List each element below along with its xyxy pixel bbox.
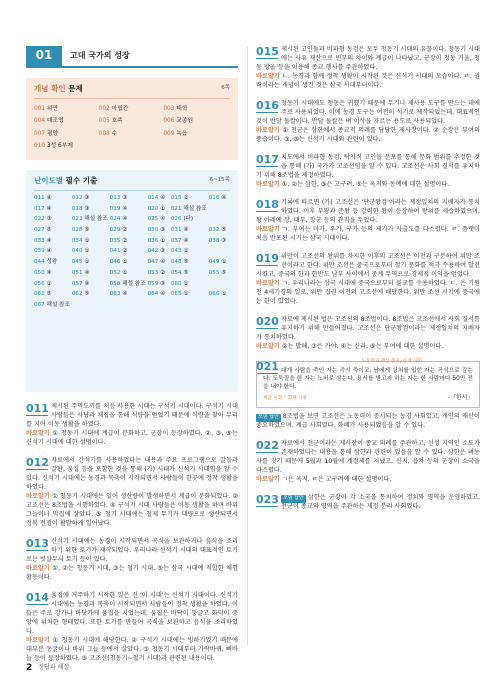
explanation-text: 신석기 시대에는 농경이 시작되면서 곡식을 보관하거나 음식을 조리하기 위한 토기가 제작되었다. 우리나라 신석기 시대의 대표적인 토기로는 빗살무늬 토기 등이 있다.	[26, 537, 238, 563]
answer-cell: 033 ④	[34, 237, 52, 244]
answer-cell	[209, 280, 230, 288]
concept-check-box	[26, 78, 238, 160]
answer-cell: 029 ②	[109, 226, 128, 233]
answer-cell: 065 ①	[170, 291, 189, 298]
answer-grid	[34, 194, 230, 309]
answer-cell: 019 ④	[109, 205, 128, 212]
answer-cell: 067 해설 참조	[34, 301, 70, 308]
answer-cell: 047 ④	[147, 259, 166, 266]
question-number: 020	[256, 314, 279, 328]
answer-badge: 모범 답안	[283, 495, 304, 502]
answer-cell: 036 ①	[147, 237, 166, 244]
question-number: 012	[26, 455, 49, 469]
answer-cell	[209, 215, 230, 223]
question-number: 014	[26, 590, 49, 604]
answer-cell	[209, 301, 230, 309]
answer-cell: 059 ③	[147, 280, 166, 287]
right-column	[256, 46, 480, 512]
question-011	[26, 403, 238, 448]
correction-text: 바로알기 ㄱ. 부여는 마가, 우가, 구가 등의 제가가 사출도를 다스렸다. ㄹ. 플랫이 처음 반포된 시기는 삼국 시대이다.	[256, 225, 480, 242]
page-footer	[26, 662, 69, 675]
answer-cell: 041 ②	[109, 248, 128, 255]
answer-cell: 022 ③	[34, 216, 52, 223]
question-022	[256, 440, 480, 485]
answer-cell: 015 ②	[170, 194, 189, 201]
answer-cell: 048 ⑤	[170, 259, 189, 266]
answer-cell: 035 ②	[109, 237, 128, 244]
question-number: 015	[256, 45, 279, 58]
answer-cell	[171, 301, 207, 309]
correction-text: 바로알기 ① 청동기 시대에 계급이 분화하고, 군장이 등장하였다. ②, ③, ⑤는 신석기 시대에 대한 설명이다.	[26, 429, 238, 446]
answer-cell: 063 ④	[109, 291, 128, 298]
question-014	[26, 592, 238, 664]
answer-cell: 018 ③	[71, 205, 90, 212]
question-012	[26, 457, 238, 529]
answer-cell: 055 ⑤	[208, 269, 227, 276]
answer-cell: 044 성왕	[34, 259, 58, 266]
explanation-text: 제시된 고인돌과 비파형 동검은 모두 청동기 시대의 유물이다. 청동기 시대에는 사유 재산으로 빈부의 차이와 계급이 나타났고, 군장이 청동 거울, 청동 방울 등을 이용해 종교 행사를 주관하였다.	[256, 46, 480, 71]
question-020	[256, 316, 480, 352]
answer-cell: 060 ①	[170, 280, 189, 287]
answer-cell: 030 ③	[147, 226, 166, 233]
question-023	[256, 494, 480, 512]
answer-cell: 012 ③	[71, 194, 90, 201]
answer-cell: 034 ①	[71, 237, 90, 244]
quote-source: -「한서」	[448, 394, 473, 401]
question-number: 016	[256, 98, 279, 112]
correction-text: 바로알기 ②는 발해, ③은 가야, ④는 신라, ⑤는 부여에 대한 설명이다.	[256, 342, 444, 350]
answer-cell: 026 (다)	[170, 216, 194, 223]
correction-text: 바로알기 ① 청동기 시대에는 일어 생산량이 발생하면서 계급이 분화되었다. ② 고조선은 8조법을 시행하였다. ④ 구석기 시대 사람들은 이동 생활을 하며 바위 그늘이나 막집에 살았다. ⑤ 철기 시대에는 철제 무기가 대량으로 생산되면서 정복 전쟁이 활발하게 일어났다.	[26, 492, 238, 527]
answer-cell: 027 ⑤	[34, 226, 52, 233]
answer-cell: 020 ①	[147, 205, 166, 212]
answer-cell: 046 ①	[109, 259, 128, 266]
question-015	[256, 46, 480, 91]
correction-text: 바로알기 ① 천군은 삼한에서 종교적 의례를 담당한 제사장이다. ② 순장은 부여의 풍습이다. ③, ⑤는 신석기 시대와 관련이 있다.	[256, 126, 480, 143]
answer-cell: 039 ④	[34, 248, 52, 255]
question-018	[256, 199, 480, 244]
explanation-text: 움집에 거주하기 시작한 일은 진 '이 시대'는 신석기 시대이다. 신석기 시대에는 농경과 목축이 시작되면서 사람들이 정착 생활을 하였다. 이들은 주로 강가나 바닷가에 움집을 지었는데, 움집은 바닥이 둥글고 화덕이 중앙에 위치한 형태였다. 또한 토기를 만들어 곡식을 보관하고 음식을 조리하였다.	[26, 591, 238, 635]
explanation-text: 기록에 따르면 (가) 고조선은 '단군왕검'이라는 제정일치의 지배자가 통치하였다. 이후 부왕과 준왕 등 강력한 왕이 등장하여 왕위를 세습하였으며, 왕 아래에 상, 대부, 장군 등의 관직을 두었다.	[256, 198, 480, 224]
answer-cell: 024 ④	[109, 216, 128, 223]
answer-cell: 011 ④	[34, 194, 52, 201]
explanation-text: 자료에서 간석기를 사용하였다는 내용과 주요 프로그램으로 갈돌과 갈판, 움집 등을 포함한 것을 통해 (가) 시대가 신석기 시대임을 알 수 있다. 신석기 시대에는 농경과 목축이 시작되면서 사람들이 한곳에 정착 생활을 하였다.	[26, 456, 238, 491]
answer-cell: 052 ①	[109, 269, 128, 276]
quote-box	[256, 358, 480, 409]
answer-cell: 017 ④	[34, 205, 52, 212]
concept-item: 007 평양	[34, 130, 59, 137]
question-number: 011	[26, 402, 49, 415]
answer-cell	[110, 301, 146, 309]
quote-text: 대개 사람을 죽인 자는 즉시 죽이고, 남에게 상처를 입힌 자는 곡식으로 갚는다. 도둑질을 한 자는 노비로 삼는다. 용서를 받고자 하는 자는 한 사람마다 50만 전을 내야 한다.	[263, 367, 473, 391]
annotation-tag: 노동력과 재산 중시, 농경 사회	[361, 358, 422, 364]
concept-check-title: 개념 확인 문제	[34, 84, 83, 93]
answer-cell: 056 ①	[34, 280, 52, 287]
answer-cell: 032 ⑤	[208, 226, 227, 233]
answer-cell: 053 ②	[147, 269, 166, 276]
explanation-text: 지도에서 비파형 동검, 탁자식 고인돌 분포를 통해 문화 범위를 추정한 것을 통해 (가) 국가가 고조선임을 알 수 있다. 고조선은 사회 질서를 유지하기 위해 8조법을 제정하였다.	[256, 153, 480, 179]
answer-cell: 051 ④	[71, 269, 90, 276]
concept-item: 002 마립간	[98, 105, 129, 112]
column-divider	[247, 46, 248, 646]
section-title: 고대 국가의 성장	[70, 51, 130, 61]
question-number: 017	[256, 152, 279, 166]
correction-text: 바로알기 ① 청동기 시대에 해당한다. ② 구석기 시대에는 빙하기였기 때문에 대부분 동굴이나 바위 그늘 등에서 살았다. ③ 청동기 시대부터 가락바퀴, 뼈바늘 등이 등장하였다. ⑤ 고조선(청동기~철기 시대)과 관련된 내용이다.	[26, 636, 238, 662]
answer-cell: 025 ④	[147, 216, 166, 223]
concept-check-header	[34, 84, 230, 99]
answer-cell: 040 ①	[71, 248, 90, 255]
concept-item: 003 태학	[163, 105, 188, 112]
question-number: 013	[26, 536, 49, 550]
section-header	[26, 46, 238, 68]
left-column	[26, 46, 238, 664]
right-explanations	[256, 46, 480, 352]
answer-cell: 038 ③	[208, 237, 227, 244]
concept-check-list	[34, 103, 230, 153]
question-number: 019	[256, 251, 279, 265]
answer-cell: 037 ④	[170, 237, 189, 244]
answer-cell: 016 ④	[208, 194, 227, 201]
answer-cell	[148, 301, 169, 309]
answer-cell: 061 ⑤	[34, 291, 52, 298]
page-number: 2	[26, 663, 33, 673]
explanation-text: 자료에서 천군이라는 제사장이 종교 의례를 주관하고, 신성 지역인 소도가 존재하였다는 내용을 통해 삼한과 관련이 있음을 알 수 있다. 삼한은 벼농사를 짓기 때문에 5월과 10월에 계절제를 지냈고, 신지, 읍차 등의 군장이 소국을 다스렸다.	[256, 440, 480, 475]
annotation-tags: 계급 사회 · 화폐 사용	[263, 394, 307, 401]
concept-item: 006 교종원	[163, 118, 194, 125]
answer-cell	[209, 247, 230, 255]
question-number: 018	[256, 197, 279, 211]
correction-text: 바로알기 ①, ②는 삼한, ③은 고구려, ⑤는 옥저와 동예에 대한 설명이다.	[256, 180, 450, 188]
answer-badge: 모범 답안	[258, 414, 279, 421]
question-019	[256, 253, 480, 307]
correction-text: 바로알기 ㄱ은 옥저, ㄹ은 고구려에 대한 설명이다.	[256, 476, 392, 484]
answer-cell: 021 해설 참조	[170, 205, 207, 212]
answer-cell: 023 해설 참조	[71, 216, 108, 223]
answer-cell: 013 ③	[109, 194, 128, 201]
answer-cell: 043 ①	[170, 248, 189, 255]
drill-box	[26, 170, 238, 392]
question-number: 021	[256, 359, 279, 373]
answer-cell: 050 ④	[34, 269, 52, 276]
answer-cell: 066 ①	[208, 291, 227, 298]
answer-cell: 049 ①	[208, 259, 227, 266]
concept-item: 008 수	[98, 130, 118, 137]
quote-wrap	[256, 358, 480, 409]
answer-cell: 031 ④	[170, 226, 189, 233]
answer-cell: 054 ⑤	[170, 269, 189, 276]
answer-cell	[72, 301, 108, 309]
question-016	[256, 100, 480, 145]
drill-page: 6~15쪽	[209, 177, 230, 184]
answer-cell: 028 ⑤	[71, 226, 90, 233]
question-number: 023	[256, 493, 279, 507]
concept-item: 009 녹읍	[163, 130, 188, 137]
concept-item: 001 위만	[34, 105, 59, 112]
explanation-text: 위만이 고조선의 왕위를 차지한 이후의 고조선은 이전과 구분하여 위만 조선이라고 한다. 위만 조선은 중국으로부터 철기 문화를 적극 수용하여 발전시켰고, 중국의 한과 한반도 남부 사이에서 중계 무역으로 경제적 이익을 얻었다.	[256, 252, 480, 278]
answer-text: 모범 답안 삼한은 군장이 각 소국을 통치하여 정치와 영역을 운영하였고, 천군이 종교와 영역을 주관하는 제정 분리 사회였다.	[281, 494, 480, 511]
concept-item: 010 3성 6부제	[34, 143, 73, 150]
footer-label: 정답과 해설	[38, 664, 70, 672]
concept-check-page: 6쪽	[221, 85, 230, 92]
answer-cell: 042 ③	[147, 248, 166, 255]
concept-item: 005 호족	[98, 118, 123, 125]
answer-text: 모범 답안 8조법을 보면 고조선은 노동력이 중시되는 농경 사회였고, 개인의 재산이 중요하였으며, 계급 사회였다. 화폐가 사용되었음을 알 수 있다.	[256, 413, 480, 430]
question-021	[256, 358, 480, 432]
question-017	[256, 154, 480, 190]
explanation-text: 청동기 시대에도 청동은 귀했기 때문에 무기나 제사용 도구를 만드는 데에 주로 사용되었다. 이에 농경 도구는 여전히 석기로 제작되었는데, 대표적인 것이 반달 돌칼이다. 반달 돌칼은 벼 이삭을 자르는 용도로 사용되었다.	[256, 99, 480, 125]
answer-cell: 062 ⑤	[71, 291, 90, 298]
question-013	[26, 538, 238, 583]
answer-cell: 064 ④	[147, 291, 166, 298]
drill-title: 난이도별 필수 기출	[34, 176, 98, 185]
left-explanations	[26, 403, 238, 664]
section-number: 01	[26, 46, 62, 66]
drill-header	[34, 176, 230, 191]
correction-text: 바로알기 ㄱ. 우리나라는 삼국 시대에 중국으로부터 불교를 수용하였다. ㄷ. 은 기원전 4세기경의 일로, 위만 집권 이전의 고조선에 해당한다. 위만 조선 시기에 중국에는 한이 있었다.	[256, 279, 480, 305]
answer-cell: 057 ④	[71, 280, 90, 287]
explanation-text: 자료에 제시된 법은 고조선의 8조법이다. 8조법은 고조선에서 사회 질서를 유지하기 위해 만들어졌다. 고조선은 단군왕검이라는 제정일치의 지배자가 통치하였다.	[256, 315, 480, 341]
answer-cell: 014 ④	[147, 194, 166, 201]
question-number: 022	[256, 439, 279, 453]
correction-text: 바로알기 ①, ②는 청동기 시대, ③는 철기 시대, ⑤는 삼국 시대에 적합한 체험 활동이다.	[26, 564, 238, 581]
answer-cell	[209, 205, 230, 213]
explanation-text: 제시된 주먹도끼를 처음 사용한 시대는 구석기 시대이다. 구석기 시대 사람들은 사냥과 채집을 통해 식량을 얻었기 때문에 식량을 찾아 무리를 지어 이동 생활을 하였다.	[26, 403, 238, 428]
answer-cell: 045 ①	[71, 259, 90, 266]
correction-text: 바로알기 ㄴ. 농경과 함께 정착 생활이 시작된 것은 신석기 시대의 모습이다. ㄹ. 권력이라는 개념이 생긴 것은 삼국 시대부터이다.	[256, 72, 480, 89]
answer-cell: 058 해설 참조	[109, 280, 146, 287]
concept-item: 004 대조영	[34, 118, 64, 125]
